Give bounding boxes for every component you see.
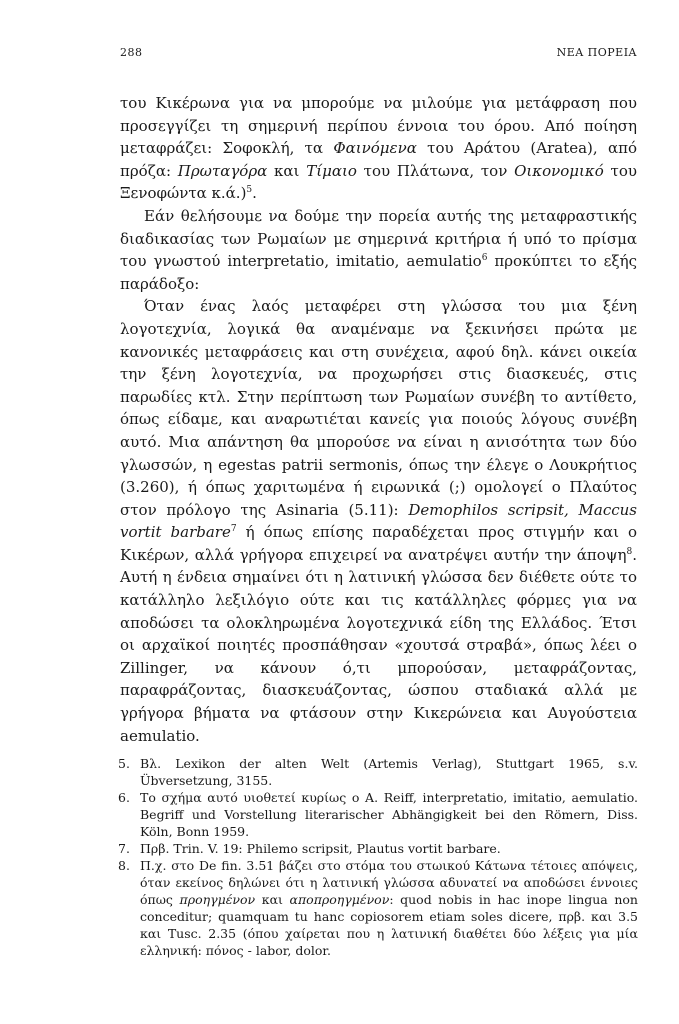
- footnote-number: 6.: [118, 790, 130, 805]
- journal-title: ΝΕΑ ΠΟΡΕΙΑ: [556, 46, 637, 59]
- latin-quote: Demophilos scripsit, Maccus vortit barbare: [120, 500, 638, 542]
- footnote-ref-5: 5: [246, 185, 253, 196]
- paragraph-3: [120, 295, 637, 747]
- title-oeconomicus: Οικονομικό: [514, 161, 604, 180]
- greek-term: αποπροηγμένον: [289, 892, 390, 907]
- footnote-text: Το σχήμα αυτό υιοθετεί κυρίως ο A. Reiff, interpretatio, imitatio, aemulatio. Begriff und Vorstellung literarischer Abhängigkeit bei den Römern, Diss. Köln, Bonn 1959.: [140, 790, 638, 839]
- title-phainomena: Φαινόμενα: [333, 139, 417, 158]
- footnote-text: και: [255, 892, 290, 907]
- footnote-5: [118, 755, 638, 789]
- footnote-6: [118, 789, 638, 840]
- footnote-ref-7: 7: [230, 524, 237, 535]
- footnotes: [118, 755, 638, 959]
- text-run: του Πλάτωνα, τον: [356, 161, 515, 180]
- footnote-8: [118, 857, 638, 959]
- paragraph-2: [120, 205, 637, 295]
- text-run: . Αυτή η ένδεια σημαίνει ότι η λατινική γλώσσα δεν διέθετε ούτε το κατάλληλο λεξιλόγιο ούτε και τις κατάλληλες φόρμες για να αποδώσει τα ολοκληρωμένα λογοτεχνικά είδη της Ελλάδος. Έτσι οι αρχαϊκοί ποιητές προσπάθησαν «χουτσά στραβά», όπως λέει ο Zillinger, να κάνουν ό,τι μπορούσαν, μεταφράζοντας, παραφράζοντας, διασκευάζοντας, ώσπου σταδιακά αλλά με γρήγορα βήματα να φτάσουν στην Κικερώνεια και Αυγούστεια aemulatio.: [120, 545, 637, 745]
- text-run: προκύπτει το εξής παράδοξο:: [120, 252, 637, 293]
- title-timaeus: Τίμαιο: [306, 161, 357, 180]
- footnote-text: Πρβ. Trin. V. 19: Philemo scripsit, Plautus vortit barbare.: [140, 841, 501, 856]
- main-text: [120, 92, 637, 747]
- title-protagoras: Πρωταγόρα: [177, 161, 268, 180]
- running-header: [120, 46, 637, 62]
- footnote-ref-6: 6: [481, 253, 488, 264]
- text-run: του Κικέρωνα για να μπορούμε να μιλούμε για μετάφραση που προσεγγίζει τη σημερινή περίπου έννοια του όρου. Από ποίηση μεταφράζει: Σοφοκλή, τα: [120, 94, 637, 158]
- footnote-number: 8.: [118, 858, 130, 873]
- footnote-number: 7.: [118, 841, 130, 856]
- text-run: ή όπως επίσης παραδέχεται προς στιγμήν και ο Κικέρων, αλλά γρήγορα επιχειρεί να ανατρέψει αυτήν την άποψη: [120, 523, 637, 564]
- footnote-number: 5.: [118, 756, 130, 771]
- paragraph-1: [120, 92, 637, 205]
- footnote-text: Βλ. Lexikon der alten Welt (Artemis Verlag), Stuttgart 1965, s.v. Übversetzung, 3155.: [140, 756, 638, 788]
- text-run: του Ξενοφώντα κ.ά.): [120, 161, 638, 203]
- page-number: 288: [120, 46, 143, 59]
- text-run: και: [267, 161, 307, 180]
- text-run: Εάν θελήσουμε να δούμε την πορεία αυτής της μεταφραστικής διαδικασίας των Ρωμαίων με σημερινά κριτήρια ή υπό το πρίσμα του γνωστού interpretatio, imitatio, aemulatio: [120, 206, 637, 271]
- footnote-text: Π.χ. στο De fin. 3.51 βάζει στο στόμα του στωικού Κάτωνα τέτοιες απόψεις, όταν εκείνος δηλώνει ότι η λατινική γλώσσα αδυνατεί να αποδώσει έννοιες όπως: [140, 858, 638, 907]
- footnote-text: : quod nobis in hac inope lingua non conceditur; quamquam tu hanc copiosorem etiam soles dicere, πρβ. και 3.5 και Tusc. 2.35 (όπου χαίρεται που η λατινική διαθέτει δύο λέξεις για μία ελληνική: πόνος - labor, dolor.: [140, 892, 638, 958]
- text-run: Όταν ένας λαός μεταφέρει στη γλώσσα του μια ξένη λογοτεχνία, λογικά θα αναμέναμε να ξεκινήσει πρώτα με κανονικές μεταφράσεις και στη συνέχεια, αφού δηλ. κάνει οικεία την ξένη λογοτεχνία, να προχωρήσει στις διασκευές, στις παρωδίες κτλ. Στην περίπτωση των Ρωμαίων συνέβη το αντίθετο, όπως είδαμε, και αναρωτιέται κανείς για ποιούς λόγους συνέβη αυτό. Μια απάντηση θα μπορούσε να είναι η ανισότητα των δύο γλωσσών, η egestas patrii sermonis, όπως την έλεγε ο Λουκρήτιος (3.260), ή όπως χαριτωμένα ή ειρωνικά (;) ομολογεί ο Πλαύτος στον πρόλογο της Asinaria (5.11):: [120, 297, 637, 519]
- footnote-ref-8: 8: [626, 546, 633, 557]
- footnote-7: [118, 840, 638, 857]
- text-run: του Αράτου (Aratea), από πρόζα:: [120, 139, 637, 180]
- text-run: .: [252, 184, 257, 203]
- greek-term: προηγμένον: [179, 892, 256, 907]
